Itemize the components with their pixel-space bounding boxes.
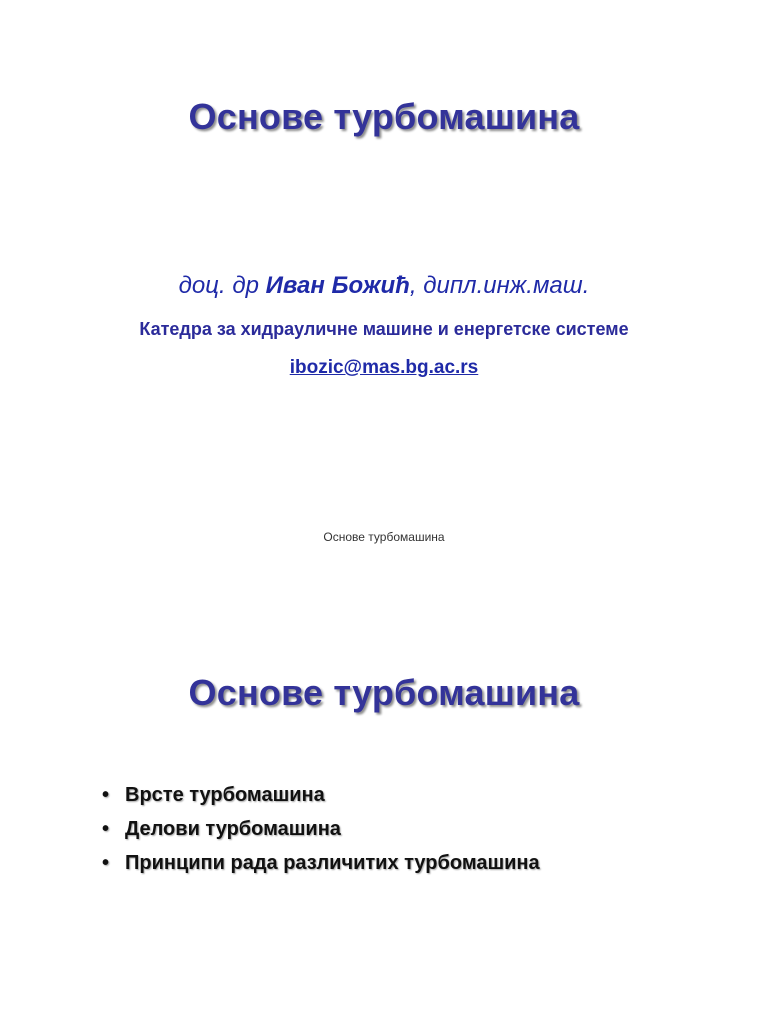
bullet-list [102,778,540,880]
bullet-text: Принципи рада различитих турбомашина [125,852,540,874]
department: Катедра за хидрауличне машине и енергетске системе [139,319,629,339]
slide1-title: Основе турбомашина [188,96,580,137]
bullet-dot-icon: • [102,852,110,874]
bullet-text: Врсте турбомашина [125,784,325,806]
author-suffix: , дипл.инж.маш. [409,272,590,299]
bullet-dot-icon: • [102,784,110,806]
slide-footer: Основе турбомашина [323,530,445,544]
author-line [0,272,768,300]
author-name: Иван Божић [265,272,410,299]
slide2-title: Основе турбомашина [188,672,580,713]
author-prefix: доц. др [178,272,266,299]
bullet-item [102,846,540,880]
email-link[interactable]: ibozic@mas.bg.ac.rs [289,357,479,378]
bullet-item [102,812,540,846]
bullet-text: Делови турбомашина [125,818,341,840]
bullet-item [102,778,540,812]
bullet-dot-icon: • [102,818,110,840]
